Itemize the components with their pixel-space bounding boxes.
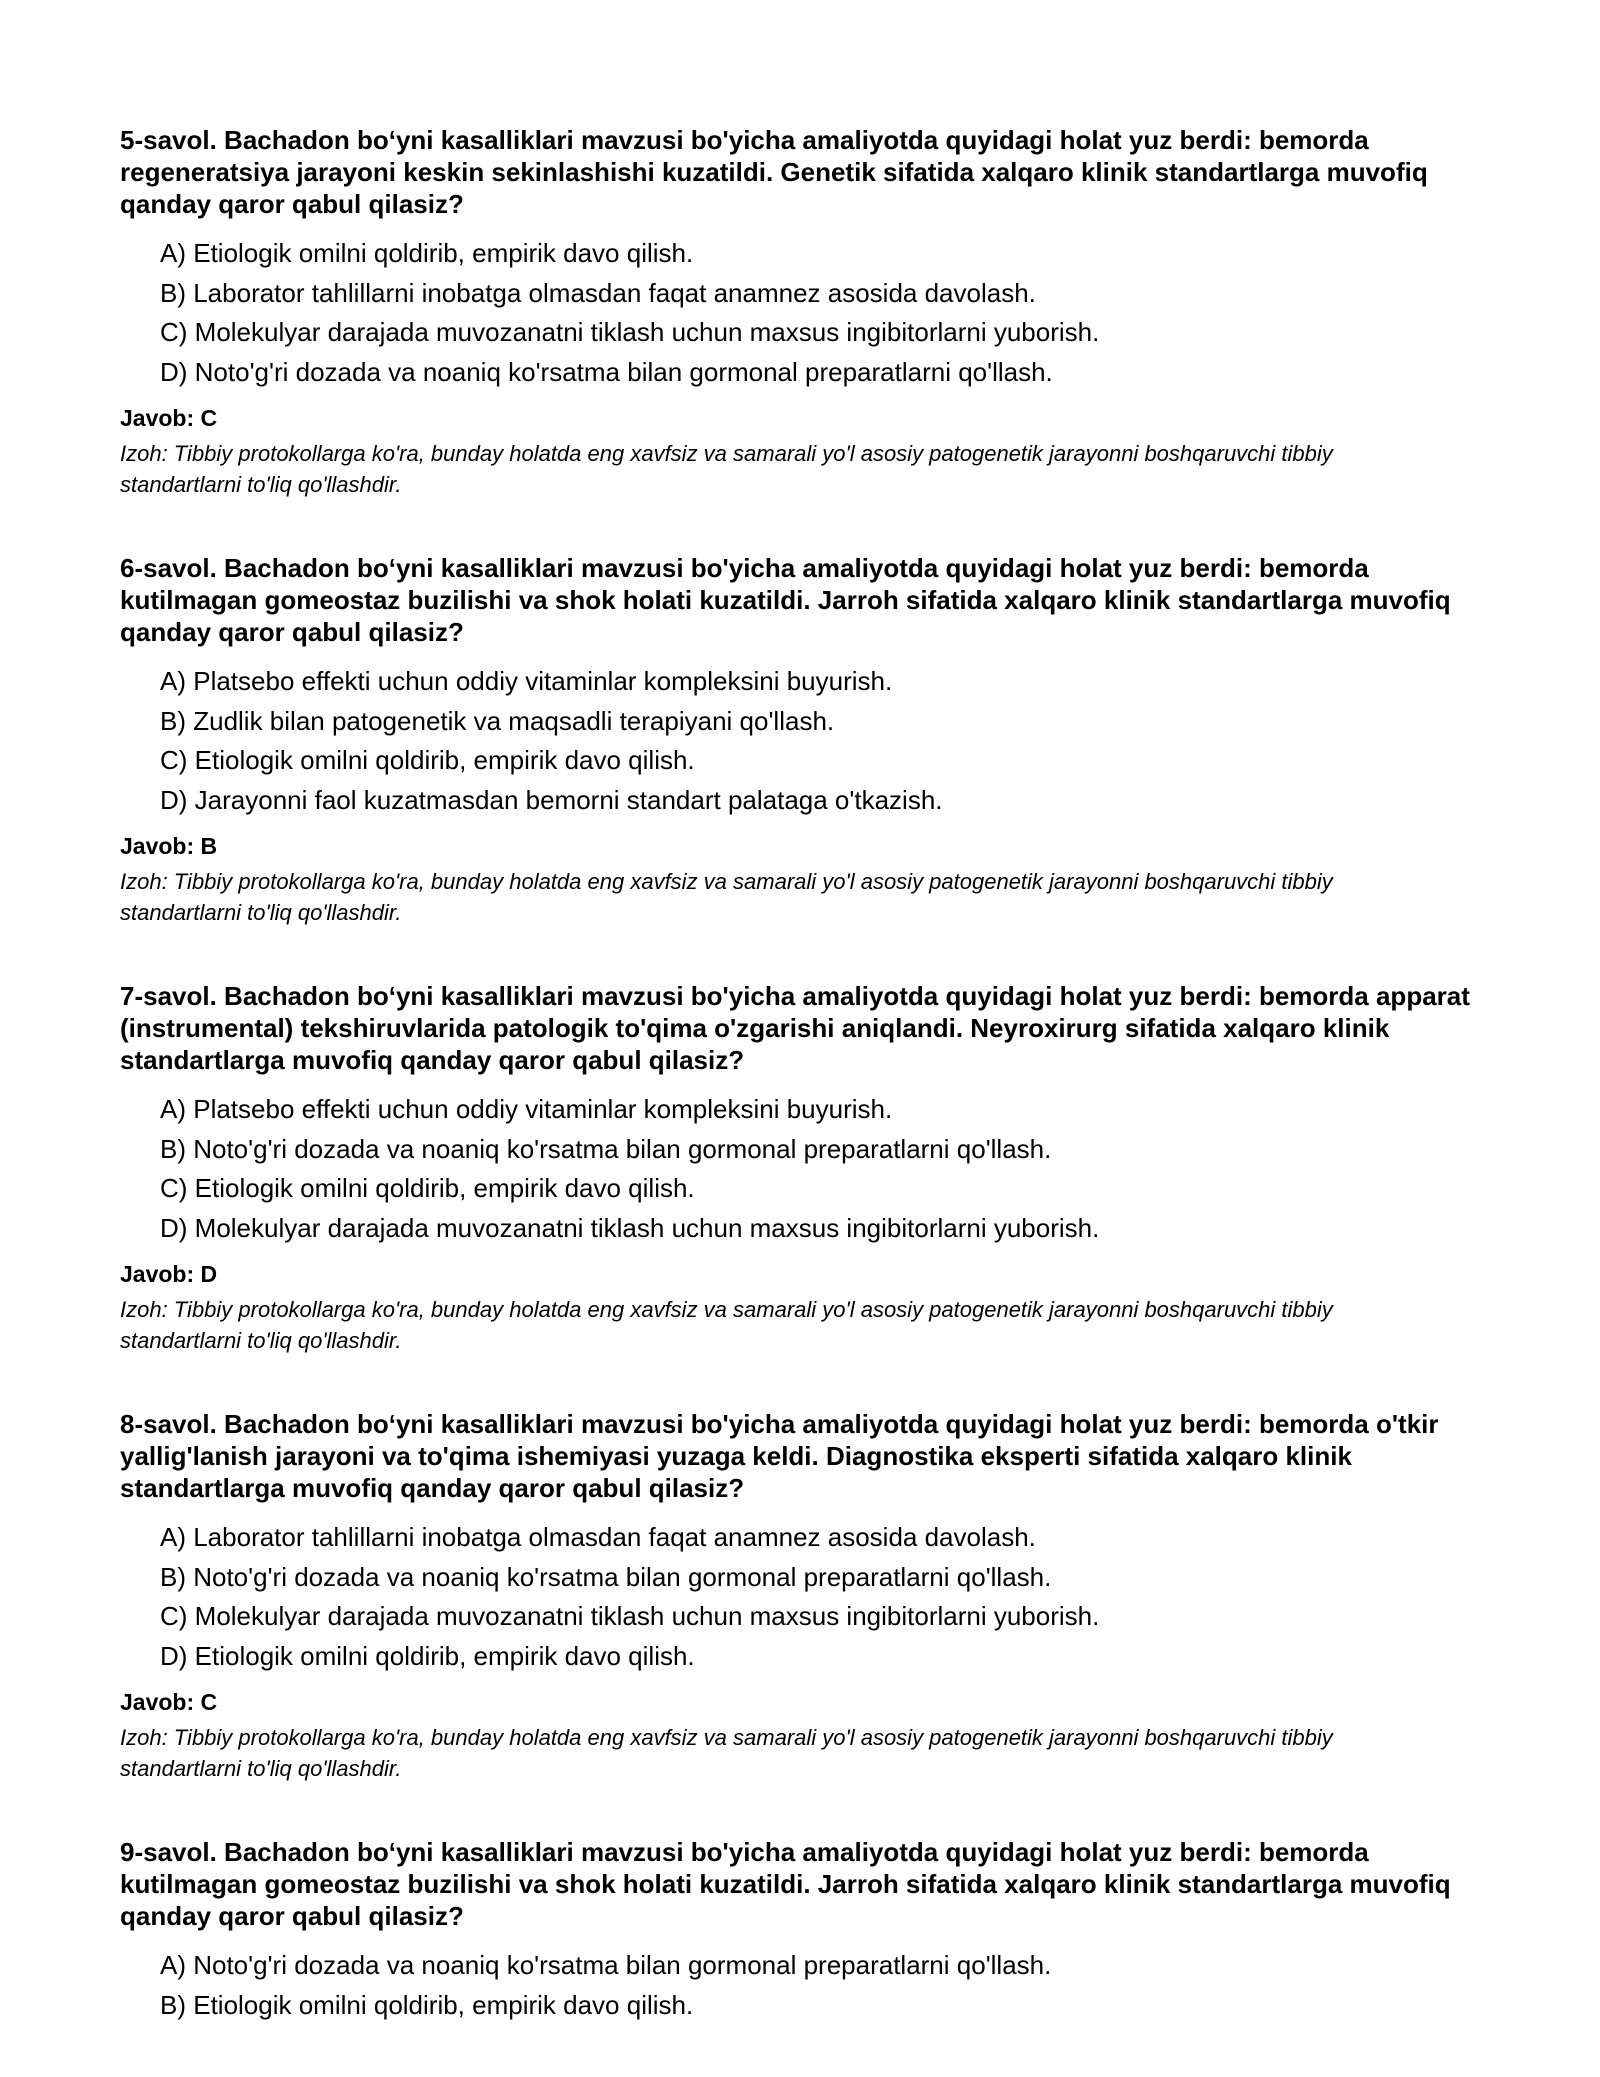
answer-label: Javob: B	[120, 833, 218, 859]
option-b: B) Zudlik bilan patogenetik va maqsadli terapiyani qo'llash.	[160, 705, 835, 736]
option-a: A) Platsebo effekti uchun oddiy vitaminlar kompleksini buyurish.	[160, 1094, 893, 1124]
question-title: 9-savol. Bachadon bo‘yni kasalliklari mavzusi bo'yicha amaliyotda quyidagi holat yuz berdi: bemorda kutilmagan gomeostaz buzilishi va shok holati kuzatildi. Jarroh sifatida xalqaro klinik standartlarga muvofiq qanday qaror qabul qilasiz?	[120, 1837, 1451, 1931]
answer-label: Javob: D	[120, 1261, 218, 1287]
option-d: D) Noto'g'ri dozada va noaniq ko'rsatma bilan gormonal preparatlarni qo'llash.	[160, 356, 1053, 387]
option-c: C) Etiologik omilni qoldirib, empirik davo qilish.	[160, 1173, 695, 1203]
option-c: C) Molekulyar darajada muvozanatni tiklash uchun maxsus ingibitorlarni yuborish.	[160, 317, 1100, 347]
explanation-note: Izoh: Tibbiy protokollarga ko'ra, bunday holatda eng xavfsiz va samarali yo'l asosiy patogenetik jarayonni boshqaruvchi tibbiy standartlarni to'liq qo'llashdir.	[120, 869, 1333, 925]
question-8	[120, 1408, 1490, 1784]
options-list	[120, 1518, 1490, 1676]
option-a: A) Laborator tahlillarni inobatga olmasdan faqat anamnez asosida davolash.	[160, 1522, 1036, 1552]
question-title: 5-savol. Bachadon bo‘yni kasalliklari mavzusi bo'yicha amaliyotda quyidagi holat yuz berdi: bemorda regeneratsiya jarayoni keskin sekinlashishi kuzatildi. Genetik sifatida xalqaro klinik standartlarga muvofiq qanday qaror qabul qilasiz?	[120, 125, 1428, 219]
option-d: D) Molekulyar darajada muvozanatni tiklash uchun maxsus ingibitorlarni yuborish.	[160, 1212, 1100, 1243]
option-d: D) Etiologik omilni qoldirib, empirik davo qilish.	[160, 1640, 695, 1671]
question-9	[120, 1836, 1490, 2025]
option-a: A) Etiologik omilni qoldirib, empirik davo qilish.	[160, 238, 694, 268]
options-list	[120, 662, 1490, 820]
question-6	[120, 552, 1490, 928]
option-c: C) Molekulyar darajada muvozanatni tiklash uchun maxsus ingibitorlarni yuborish.	[160, 1601, 1100, 1631]
answer-label: Javob: C	[120, 1689, 218, 1715]
explanation-note: Izoh: Tibbiy protokollarga ko'ra, bunday holatda eng xavfsiz va samarali yo'l asosiy patogenetik jarayonni boshqaruvchi tibbiy standartlarni to'liq qo'llashdir.	[120, 1297, 1333, 1353]
options-list	[120, 1946, 1490, 2025]
option-b: B) Noto'g'ri dozada va noaniq ko'rsatma bilan gormonal preparatlarni qo'llash.	[160, 1561, 1052, 1592]
question-title: 8-savol. Bachadon bo‘yni kasalliklari mavzusi bo'yicha amaliyotda quyidagi holat yuz berdi: bemorda o'tkir yallig'lanish jarayoni va to'qima ishemiyasi yuzaga keldi. Diagnostika eksperti sifatida xalqaro klinik standartlarga muvofiq qanday qaror qabul qilasiz?	[120, 1409, 1439, 1503]
option-b: B) Laborator tahlillarni inobatga olmasdan faqat anamnez asosida davolash.	[160, 277, 1036, 308]
question-title: 7-savol. Bachadon bo‘yni kasalliklari mavzusi bo'yicha amaliyotda quyidagi holat yuz berdi: bemorda apparat (instrumental) tekshiruvlarida patologik to'qima o'zgarishi aniqlandi. Neyroxirurg sifatida xalqaro klinik standartlarga muvofiq qanday qaror qabul qilasiz?	[120, 981, 1470, 1075]
explanation-note: Izoh: Tibbiy protokollarga ko'ra, bunday holatda eng xavfsiz va samarali yo'l asosiy patogenetik jarayonni boshqaruvchi tibbiy standartlarni to'liq qo'llashdir.	[120, 441, 1333, 497]
option-a: A) Platsebo effekti uchun oddiy vitaminlar kompleksini buyurish.	[160, 666, 893, 696]
question-title: 6-savol. Bachadon bo‘yni kasalliklari mavzusi bo'yicha amaliyotda quyidagi holat yuz berdi: bemorda kutilmagan gomeostaz buzilishi va shok holati kuzatildi. Jarroh sifatida xalqaro klinik standartlarga muvofiq qanday qaror qabul qilasiz?	[120, 553, 1451, 647]
document-page	[120, 124, 1490, 2077]
option-a: A) Noto'g'ri dozada va noaniq ko'rsatma bilan gormonal preparatlarni qo'llash.	[160, 1950, 1052, 1980]
question-7	[120, 980, 1490, 1356]
option-b: B) Etiologik omilni qoldirib, empirik davo qilish.	[160, 1989, 694, 2020]
answer-label: Javob: C	[120, 405, 218, 431]
options-list	[120, 1090, 1490, 1248]
options-list	[120, 234, 1490, 392]
question-5	[120, 124, 1490, 500]
explanation-note: Izoh: Tibbiy protokollarga ko'ra, bunday holatda eng xavfsiz va samarali yo'l asosiy patogenetik jarayonni boshqaruvchi tibbiy standartlarni to'liq qo'llashdir.	[120, 1725, 1333, 1781]
option-b: B) Noto'g'ri dozada va noaniq ko'rsatma bilan gormonal preparatlarni qo'llash.	[160, 1133, 1052, 1164]
option-d: D) Jarayonni faol kuzatmasdan bemorni standart palataga o'tkazish.	[160, 784, 943, 815]
option-c: C) Etiologik omilni qoldirib, empirik davo qilish.	[160, 745, 695, 775]
